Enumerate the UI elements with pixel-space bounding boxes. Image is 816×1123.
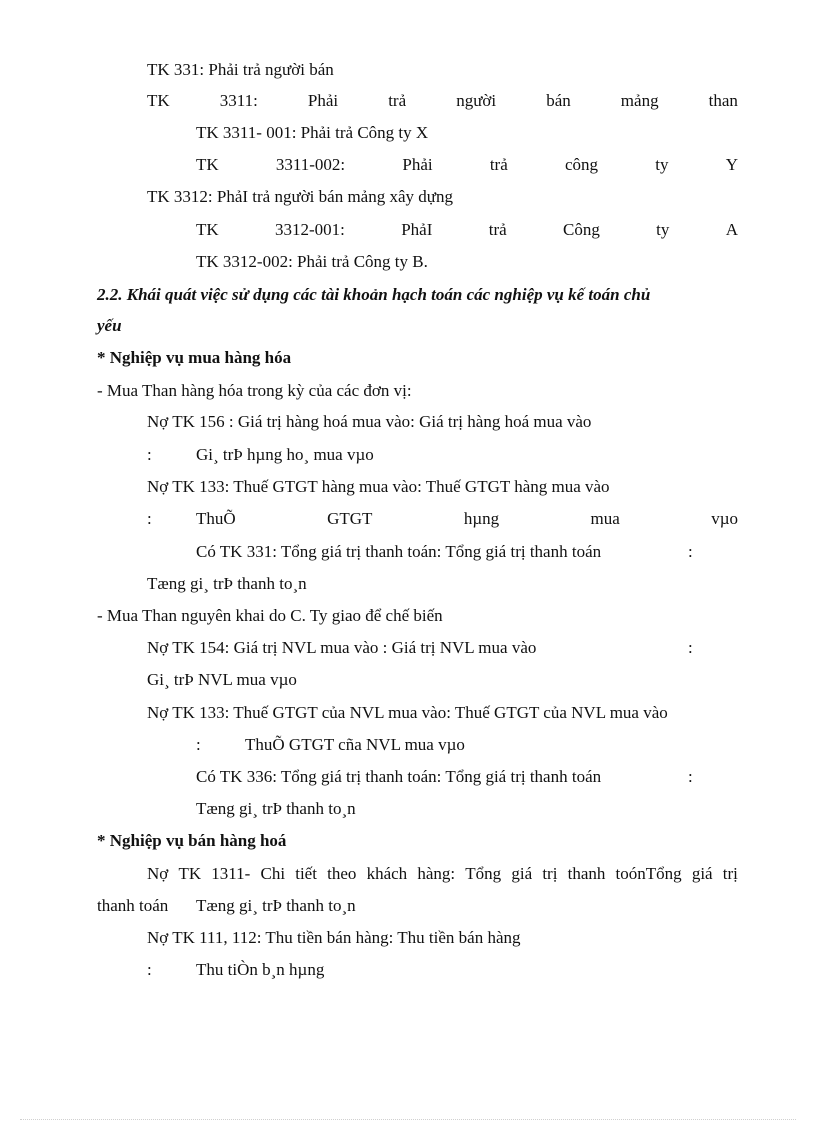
text-line: Nợ TK 111, 112: Thu tiền bán hàng: Thu tiền bán hàng [147, 928, 521, 947]
word: Tổng [465, 864, 502, 883]
word: A [725, 220, 738, 239]
text-line: Nợ TK 154: Giá trị NVL mua vào : Giá trị NVL mua vào [147, 638, 537, 657]
text-line: TK 331: Phải trả người bán [147, 60, 334, 79]
word: thanh [567, 864, 606, 883]
word: người [456, 91, 497, 110]
text-line: Tæng gi¸ trÞ thanh to¸n [147, 574, 307, 593]
word: 3311-002: [275, 155, 346, 174]
colon-marker: : [196, 735, 201, 754]
justified-line [147, 90, 738, 112]
colon-marker: : [688, 542, 693, 561]
text-line: thanh toán [97, 896, 169, 915]
subsection-heading: * Nghiệp vụ bán hàng hoá [97, 831, 287, 850]
word: mua [590, 509, 620, 528]
text-line: Tæng gi¸ trÞ thanh to¸n [196, 896, 356, 915]
text-line: TK 3312: PhảI trả người bán mảng xây dựng [147, 187, 453, 206]
word: trả [489, 155, 508, 174]
word: giá [511, 864, 533, 883]
text-line: - Mua Than hàng hóa trong kỳ của các đơn vị: [97, 381, 412, 400]
word: bán [546, 91, 571, 110]
word: trị [542, 864, 558, 883]
word: ty [656, 220, 670, 239]
page-edge-divider [20, 1119, 796, 1120]
word: TK [196, 220, 219, 239]
word: công [564, 155, 599, 174]
word: giá [691, 864, 713, 883]
subsection-heading: * Nghiệp vụ mua hàng hóa [97, 348, 292, 367]
word: TK [147, 91, 170, 110]
justified-line [147, 863, 738, 885]
word: Chi [260, 864, 286, 883]
text-line: Có TK 331: Tổng giá trị thanh toán: Tổng giá trị thanh toán [196, 542, 602, 561]
word: Công [562, 220, 600, 239]
text-line: TK 3312-002: Phải trả Công ty B. [196, 252, 428, 271]
section-heading: 2.2. Khái quát việc sử dụng các tài khoản hạch toán các nghiệp vụ kế toán chủ [97, 285, 651, 304]
colon-marker: : [147, 960, 152, 979]
word: toónTổng [615, 864, 682, 883]
text-line: Gi¸ trÞ NVL mua vµo [147, 670, 297, 689]
colon-marker: : [147, 509, 152, 528]
word: 3312-001: [275, 220, 345, 239]
word: TK [178, 864, 202, 883]
word: tiết [295, 864, 317, 883]
text-line: Gi¸ trÞ hµng ho¸ mua vµo [196, 445, 374, 464]
word: hµng [463, 509, 500, 528]
word: Y [725, 155, 738, 174]
justified-line [196, 508, 738, 530]
word: hàng: [417, 864, 456, 883]
colon-marker: : [147, 445, 152, 464]
text-line: - Mua Than nguyên khai do C. Ty giao để chế biến [97, 606, 443, 625]
word: PhảI [401, 220, 433, 239]
text-line: Có TK 336: Tổng giá trị thanh toán: Tổng giá trị thanh toán [196, 767, 602, 786]
word: khách [366, 864, 408, 883]
word: TK [196, 155, 219, 174]
word: Phải [402, 155, 433, 174]
text-line: Nợ TK 156 : Giá trị hàng hoá mua vào: Giá trị hàng hoá mua vào [147, 412, 592, 431]
word: theo [327, 864, 357, 883]
word: GTGT [327, 509, 373, 528]
colon-marker: : [688, 767, 693, 786]
word: Phải [307, 91, 339, 110]
word: vµo [711, 509, 738, 528]
word: Nợ [147, 864, 169, 883]
text-line: TK 3311- 001: Phải trả Công ty X [196, 123, 429, 142]
word: trị [722, 864, 738, 883]
word: trả [488, 220, 507, 239]
word: ThuÕ [196, 509, 236, 528]
word: mảng [620, 91, 659, 110]
text-line: Nợ TK 133: Thuế GTGT của NVL mua vào: Thuế GTGT của NVL mua vào [147, 703, 668, 722]
word: 1311- [211, 864, 251, 883]
word: ty [655, 155, 669, 174]
section-heading-cont: yếu [97, 316, 122, 335]
text-line: Nợ TK 133: Thuế GTGT hàng mua vào: Thuế GTGT hàng mua vào [147, 477, 610, 496]
justified-line [196, 154, 738, 176]
text-line: Thu tiÒn b¸n hµng [196, 960, 325, 979]
word: trả [388, 91, 407, 110]
word: than [708, 91, 738, 110]
word: 3311: [219, 91, 258, 110]
text-line: Tæng gi¸ trÞ thanh to¸n [196, 799, 356, 818]
justified-line [196, 219, 738, 241]
colon-marker: : [688, 638, 693, 657]
text-line: ThuÕ GTGT cña NVL mua vµo [245, 735, 465, 754]
